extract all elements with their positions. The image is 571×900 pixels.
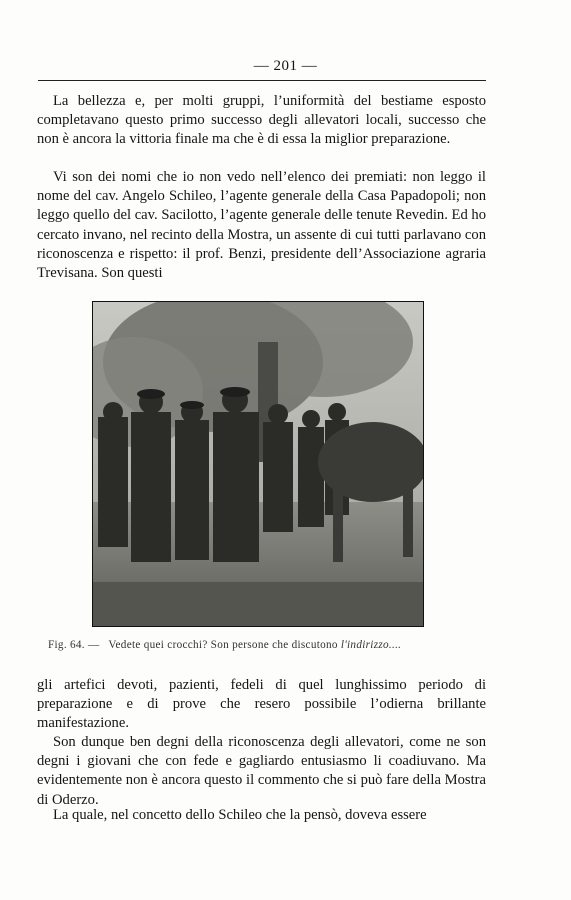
paragraph-text: Son dunque ben degni della riconoscenza degli allevatori, come ne son degni i giovani che con fede e gagliardo entusiasmo li coadiuvano. Ma evidentemente non è ancora questo il commento che si può fare della Mostra di Oderzo.	[37, 734, 486, 808]
figure-caption	[48, 639, 488, 651]
paragraph	[37, 733, 486, 810]
paragraph-text: La quale, nel concetto dello Schileo che la pensò, doveva essere	[53, 807, 427, 823]
crowd-photo-illustration	[93, 302, 423, 626]
caption-text: Vedete quei crocchi? Son persone che discutono	[108, 639, 338, 651]
caption-label: Fig. 64. —	[48, 639, 100, 651]
page-number: — 201 —	[253, 58, 318, 74]
header-rule	[38, 80, 486, 81]
paragraph	[37, 92, 486, 150]
paragraph	[37, 168, 486, 283]
figure-photo	[92, 301, 424, 627]
paragraph-text: gli artefici devoti, pazienti, fedeli di quel lunghissimo periodo di preparazione e di prove che resero possibile l’odierna brillante manifestazione.	[37, 677, 486, 732]
paragraph-text: La bellezza e, per molti gruppi, l’uniformità del bestiame esposto completavano questo primo successo degli allevatori locali, successo che non è ancora la vittoria finale ma che è di essa la miglior preparazione.	[37, 93, 486, 148]
paragraph-text: Vi son dei nomi che io non vedo nell’elenco dei premiati: non leggo il nome del cav. Angelo Schileo, l’agente generale della Casa Papadopoli; non leggo quello del cav. Sacilotto, l’agente generale delle tenute Revedin. Ed ho cercato invano, nel recinto della Mostra, un assente di cui tutti parlavano con riconoscenza e rispetto: il prof. Benzi, presidente dell’Associazione agraria Trevisana. Son questi	[37, 169, 487, 282]
paragraph	[37, 806, 486, 825]
caption-italic: l'indirizzo....	[340, 639, 402, 651]
paragraph	[37, 676, 486, 734]
